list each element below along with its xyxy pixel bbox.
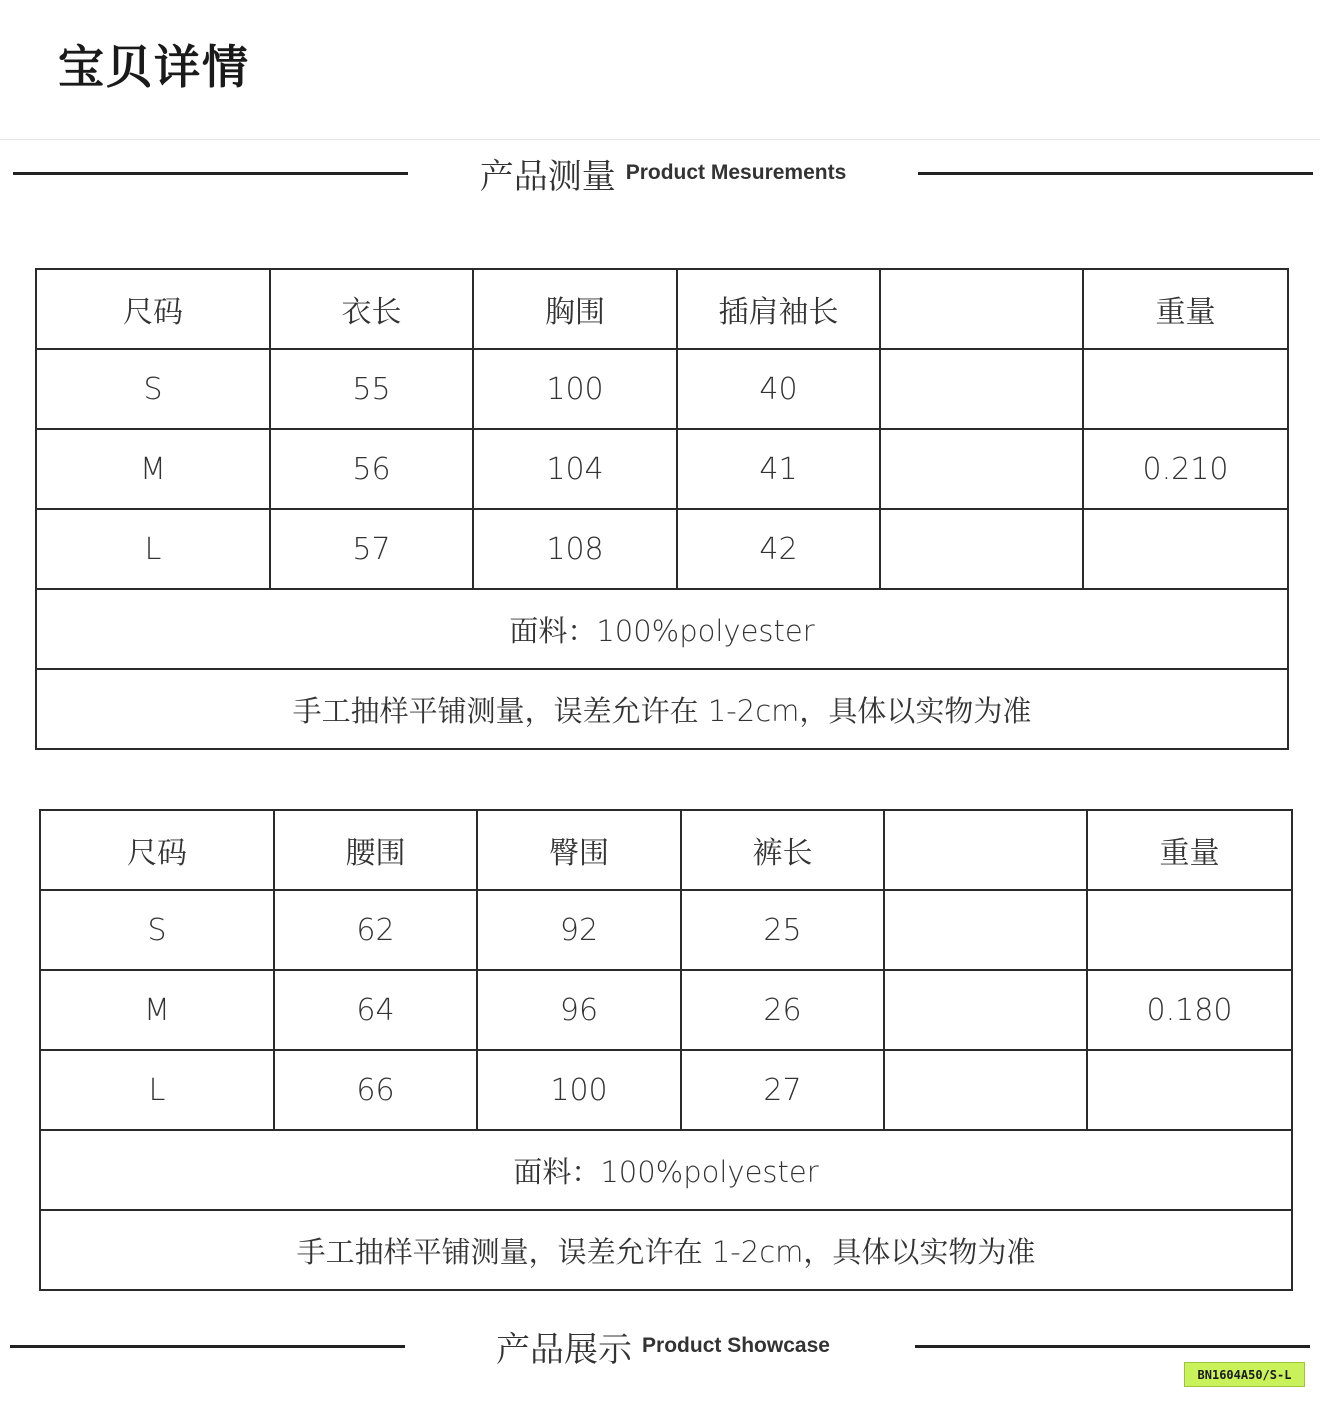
bottom-size-table xyxy=(39,809,1293,1291)
table-cell xyxy=(884,890,1087,970)
note-row xyxy=(36,669,1288,749)
table-cell: 92 xyxy=(477,890,681,970)
table-cell xyxy=(880,349,1083,429)
table-cell: 26 xyxy=(681,970,884,1050)
table-cell: M xyxy=(36,429,270,509)
section-title-cn: 产品展示 xyxy=(496,1329,633,1370)
header-cell xyxy=(880,269,1083,349)
table-cell: 25 xyxy=(681,890,884,970)
table-cell: 62 xyxy=(274,890,477,970)
table-row xyxy=(36,509,1288,589)
table-cell: 108 xyxy=(473,509,677,589)
header-cell: 胸围 xyxy=(473,269,677,349)
header-cell: 尺码 xyxy=(40,810,274,890)
table-cell: 27 xyxy=(681,1050,884,1130)
table-row xyxy=(40,1050,1292,1130)
table-header-row xyxy=(36,269,1288,349)
measurement-note-cell: 手工抽样平铺测量，误差允许在 1-2cm，具体以实物为准 xyxy=(36,669,1288,749)
divider-right xyxy=(918,172,1313,175)
table-row xyxy=(36,349,1288,429)
header-cell: 重量 xyxy=(1083,269,1288,349)
table-cell xyxy=(1087,1050,1292,1130)
fabric-row xyxy=(36,589,1288,669)
table-cell: 0.180 xyxy=(1087,970,1292,1050)
table-cell: M xyxy=(40,970,274,1050)
measurement-note-cell: 手工抽样平铺测量，误差允许在 1-2cm，具体以实物为准 xyxy=(40,1210,1292,1290)
header-cell: 插肩袖长 xyxy=(677,269,880,349)
fabric-cell: 面料：100%polyester xyxy=(36,589,1288,669)
table-row xyxy=(40,890,1292,970)
table-cell: L xyxy=(36,509,270,589)
table-cell xyxy=(1087,890,1292,970)
table-cell: 42 xyxy=(677,509,880,589)
fabric-cell: 面料：100%polyester xyxy=(40,1130,1292,1210)
table-cell xyxy=(880,509,1083,589)
table-row xyxy=(36,429,1288,509)
table-cell: 0.210 xyxy=(1083,429,1288,509)
section-header-measurements xyxy=(0,148,1320,198)
table-cell xyxy=(884,970,1087,1050)
table-cell: 56 xyxy=(270,429,473,509)
table-cell: S xyxy=(40,890,274,970)
section-title-cn: 产品测量 xyxy=(479,156,616,197)
table-cell: S xyxy=(36,349,270,429)
section-title-en: Product Showcase xyxy=(642,1334,830,1357)
table-cell: 104 xyxy=(473,429,677,509)
header-cell: 尺码 xyxy=(36,269,270,349)
table-cell: 100 xyxy=(477,1050,681,1130)
section-label xyxy=(408,148,918,198)
table-cell: 41 xyxy=(677,429,880,509)
sku-badge: BN1604A50/S-L xyxy=(1184,1362,1305,1387)
header-cell: 衣长 xyxy=(270,269,473,349)
title-divider xyxy=(0,139,1320,140)
divider-left xyxy=(10,1345,405,1348)
header-cell: 腰围 xyxy=(274,810,477,890)
table-cell: 55 xyxy=(270,349,473,429)
table-header-row xyxy=(40,810,1292,890)
header-cell: 重量 xyxy=(1087,810,1292,890)
table-row xyxy=(40,970,1292,1050)
table-cell: 64 xyxy=(274,970,477,1050)
header-cell xyxy=(884,810,1087,890)
table-cell: 100 xyxy=(473,349,677,429)
table-cell: 66 xyxy=(274,1050,477,1130)
table-cell: L xyxy=(40,1050,274,1130)
top-size-table xyxy=(35,268,1289,750)
table-cell xyxy=(880,429,1083,509)
section-title-en: Product Mesurements xyxy=(625,161,847,184)
page-title: 宝贝详情 xyxy=(58,40,250,94)
fabric-row xyxy=(40,1130,1292,1210)
table-cell xyxy=(1083,349,1288,429)
section-header-showcase xyxy=(0,1321,1320,1371)
section-label xyxy=(408,1321,918,1371)
divider-right xyxy=(915,1345,1310,1348)
table-cell: 96 xyxy=(477,970,681,1050)
table-cell xyxy=(884,1050,1087,1130)
header-cell: 裤长 xyxy=(681,810,884,890)
header-cell: 臀围 xyxy=(477,810,681,890)
divider-left xyxy=(13,172,408,175)
table-cell: 57 xyxy=(270,509,473,589)
table-cell xyxy=(1083,509,1288,589)
note-row xyxy=(40,1210,1292,1290)
table-cell: 40 xyxy=(677,349,880,429)
